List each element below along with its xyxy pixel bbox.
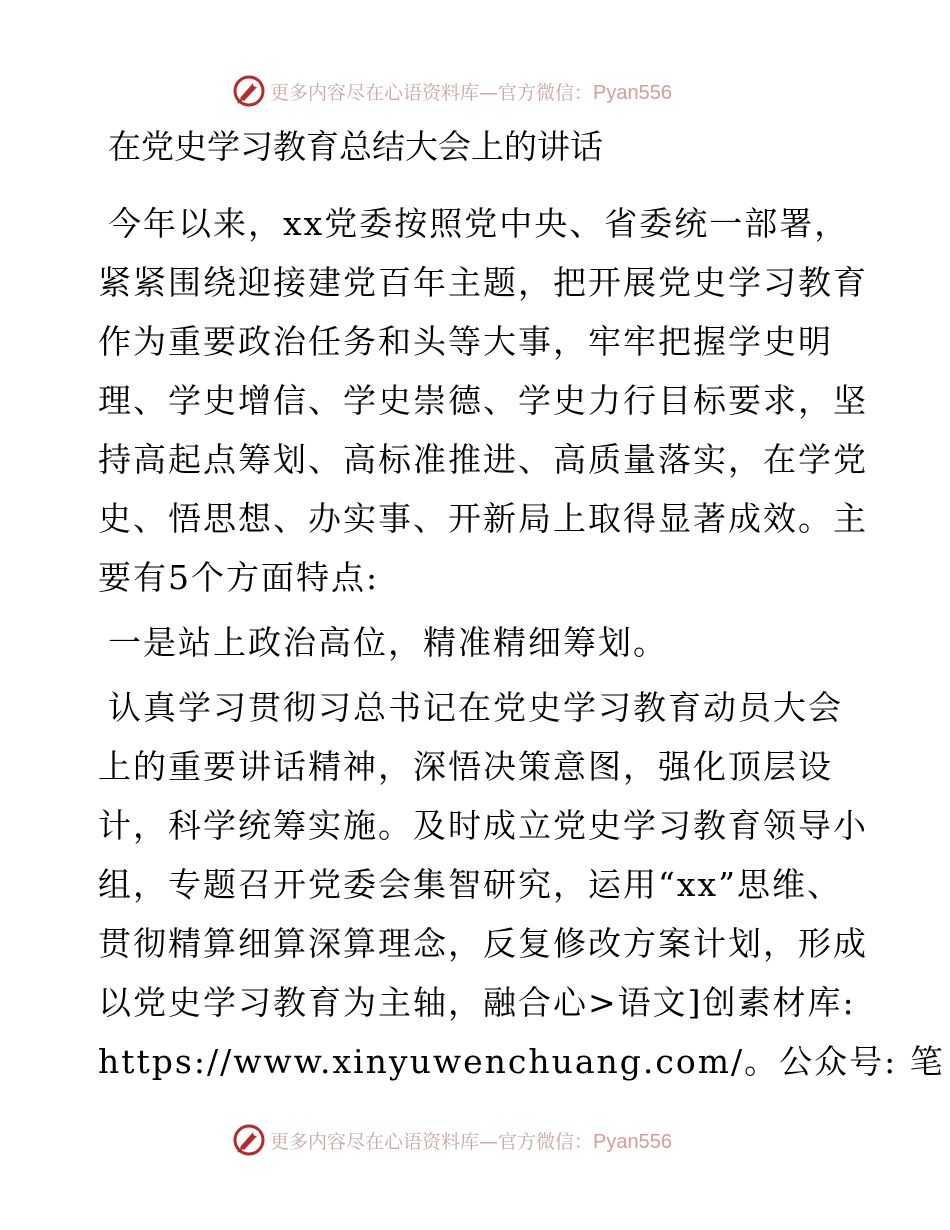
watermark-label: 更多内容尽在心语资料库—官方微信： (270, 81, 594, 104)
watermark-text (270, 1127, 672, 1154)
paragraph-line: 史、悟思想、办实事、开新局上取得显著成效。主 (98, 499, 868, 538)
watermark-label: 更多内容尽在心语资料库—官方微信： (270, 1130, 594, 1153)
paragraph-line: 一是站上政治高位，精准精细筹划。 (108, 623, 668, 662)
paragraph-line: 今年以来，xx党委按照党中央、省委统一部署， (108, 204, 850, 243)
paragraph-line: https://www.xinyuwenchuang.com/。公众号: 笔 (98, 1042, 945, 1081)
brand-logo-icon (232, 1123, 266, 1157)
watermark-text (270, 78, 672, 105)
section-heading-1 (98, 613, 858, 672)
paragraph-line: 要有5个方面特点: (98, 558, 380, 597)
document-title: 在党史学习教育总结大会上的讲话 (108, 127, 603, 166)
paragraph-line: 持高起点筹划、高标准推进、高质量落实，在学党 (98, 440, 868, 479)
watermark-header (232, 71, 672, 111)
document-body (98, 122, 945, 1091)
watermark-wechat-id: Pyan556 (593, 81, 672, 104)
paragraph-line: 组，专题召开党委会集智研究，运用“xx”思维、 (98, 865, 842, 904)
paragraph-line: 计，科学统筹实施。及时成立党史学习教育领导小 (98, 806, 868, 845)
watermark-footer (232, 1120, 672, 1160)
paragraph-line: 认真学习贯彻习总书记在党史学习教育动员大会 (108, 688, 843, 727)
paragraph-line: 上的重要讲话精神，深悟决策意图，强化顶层设 (98, 747, 833, 786)
paragraph-line: 贯彻精算细算深算理念，反复修改方案计划，形成 (98, 924, 868, 963)
paragraph-line: 以党史学习教育为主轴，融合心>语文]创素材库: (98, 983, 856, 1022)
paragraph-line: 紧紧围绕迎接建党百年主题，把开展党史学习教育 (98, 263, 868, 302)
watermark-wechat-id: Pyan556 (593, 1130, 672, 1153)
paragraph-intro (98, 194, 868, 607)
paragraph-line: 作为重要政治任务和头等大事，牢牢把握学史明 (98, 322, 833, 361)
brand-logo-icon (232, 74, 266, 108)
paragraph-section-1 (98, 678, 945, 1091)
paragraph-line: 理、学史增信、学史崇德、学史力行目标要求，坚 (98, 381, 868, 420)
